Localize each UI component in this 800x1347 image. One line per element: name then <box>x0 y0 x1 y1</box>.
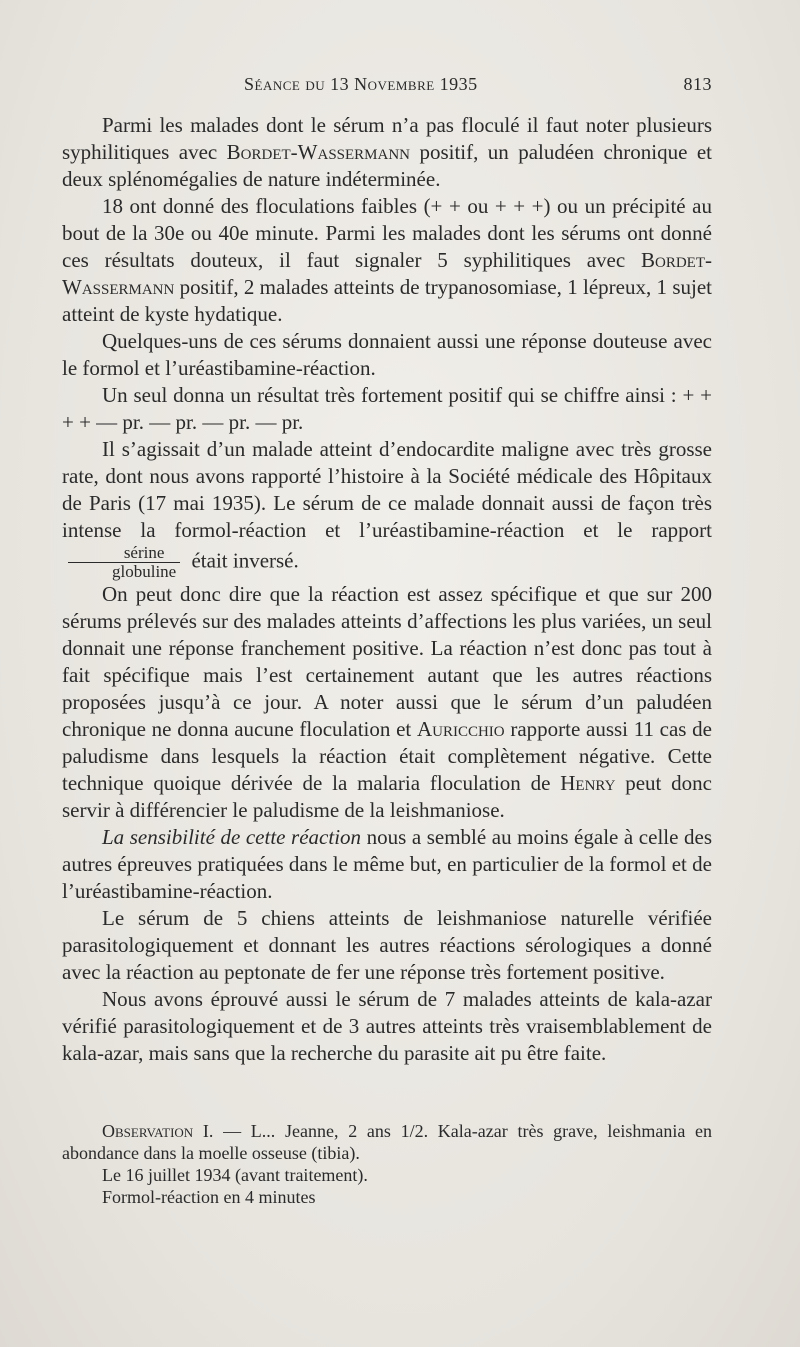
author-name: Bordet-Wassermann <box>226 140 411 164</box>
paragraph-p1 <box>62 112 712 193</box>
paragraph-p8 <box>62 905 712 986</box>
text-run: nous a semblé au moins égale à celle des autres épreuves pratiquées dans le même but, en particulier de la formol et de l’uréastibamine-réaction. <box>62 825 712 903</box>
text-run: Un seul donna un résultat très fortement positif qui se chiffre ainsi : + + + + — pr. — pr. — pr. — pr. <box>62 383 712 434</box>
text-run: Nous avons éprouvé aussi le sérum de 7 malades atteints de kala-azar vérifié parasitologiquement et de 3 autres atteints très vraisemblablement de kala-azar, mais sans que la recherche du parasite ait pu être faite. <box>62 987 712 1065</box>
text-run: rapporte aussi 11 cas de paludisme dans lesquels la réaction était complètement négative. Cette technique quoique dérivée de la malaria floculation de <box>62 717 713 795</box>
paragraph-p6 <box>62 581 712 824</box>
text-run: peut donc servir à différencier le paludisme de la leishmaniose. <box>62 771 712 822</box>
fraction-denominator: globuline <box>112 562 177 581</box>
text-run: — L... Jeanne, 2 ans 1/2. Kala-azar très grave, leishmania en abondance dans la moelle osseuse (tibia). <box>62 1121 713 1163</box>
paragraph-o1 <box>62 1120 712 1164</box>
paragraph-p5 <box>62 436 712 581</box>
observation-block <box>62 1120 712 1208</box>
text-run: Formol-réaction en 4 minutes <box>102 1187 316 1207</box>
italic-text: La sensibilité de cette réaction <box>102 825 362 849</box>
paragraph-p7 <box>62 824 712 905</box>
paragraph-p9 <box>62 986 712 1067</box>
text-run: Parmi les malades dont le sérum n’a pas floculé il faut noter plusieurs syphilitiques avec <box>62 113 712 164</box>
text-run: On peut donc dire que la réaction est assez spécifique et que sur 200 sérums prélevés sur des malades atteints d’affections les plus variées, un seul donnait une réponse franchement positive. La réaction n’est donc pas tout à fait spécifique mais l’est certainement autant que les autres réactions proposées jusqu’à ce jour. A noter aussi que le sérum d’un paludéen chronique ne donna aucune floculation et <box>62 582 712 741</box>
paragraph-o2 <box>62 1164 712 1186</box>
text-run: positif, 2 malades atteints de trypanosomiase, 1 lépreux, 1 sujet atteint de kyste hydatique. <box>62 275 712 326</box>
body-text <box>62 112 712 1067</box>
author-name: Auricchio <box>416 717 505 741</box>
text-run: Quelques-uns de ces sérums donnaient aussi une réponse douteuse avec le formol et l’uréastibamine-réaction. <box>62 329 712 380</box>
running-header <box>62 68 712 98</box>
paragraph-p3 <box>62 328 712 382</box>
paragraph-o3 <box>62 1186 712 1208</box>
text-run: Le 16 juillet 1934 (avant traitement). <box>102 1165 368 1185</box>
fraction <box>68 544 180 581</box>
author-name: Bordet-Wassermann <box>62 248 712 299</box>
author-name: Observation I. <box>102 1121 214 1141</box>
running-title: Séance du 13 Novembre 1935 <box>244 74 478 94</box>
text-run: Le sérum de 5 chiens atteints de leishmaniose naturelle vérifiée parasitologiquement et donnant les autres réactions sérologiques a donné avec la réaction au peptonate de fer une réponse très fortement positive. <box>62 906 712 984</box>
paragraph-p4 <box>62 382 712 436</box>
text-run: Il s’agissait d’un malade atteint d’endocardite maligne avec très grosse rate, dont nous avons rapporté l’histoire à la Société médicale des Hôpitaux de Paris (17 mai 1935). Le sérum de ce malade donnait aussi de façon très intense la formol-réaction et l’uréastibamine-réaction et le rapport <box>62 437 712 542</box>
paragraph-p2 <box>62 193 712 328</box>
text-run: était inversé. <box>186 548 299 573</box>
author-name: Henry <box>560 771 616 795</box>
fraction-numerator: sérine <box>68 544 180 563</box>
text-run: positif, un paludéen chronique et deux splénomégalies de nature indéterminée. <box>62 140 712 191</box>
page-number: 813 <box>683 74 712 94</box>
text-run: 18 ont donné des floculations faibles (+ + ou + + +) ou un précipité au bout de la 30e ou 40e minute. Parmi les malades dont les sérums ont donné ces résultats douteux, il faut signaler 5 syphilitiques avec <box>62 194 712 272</box>
